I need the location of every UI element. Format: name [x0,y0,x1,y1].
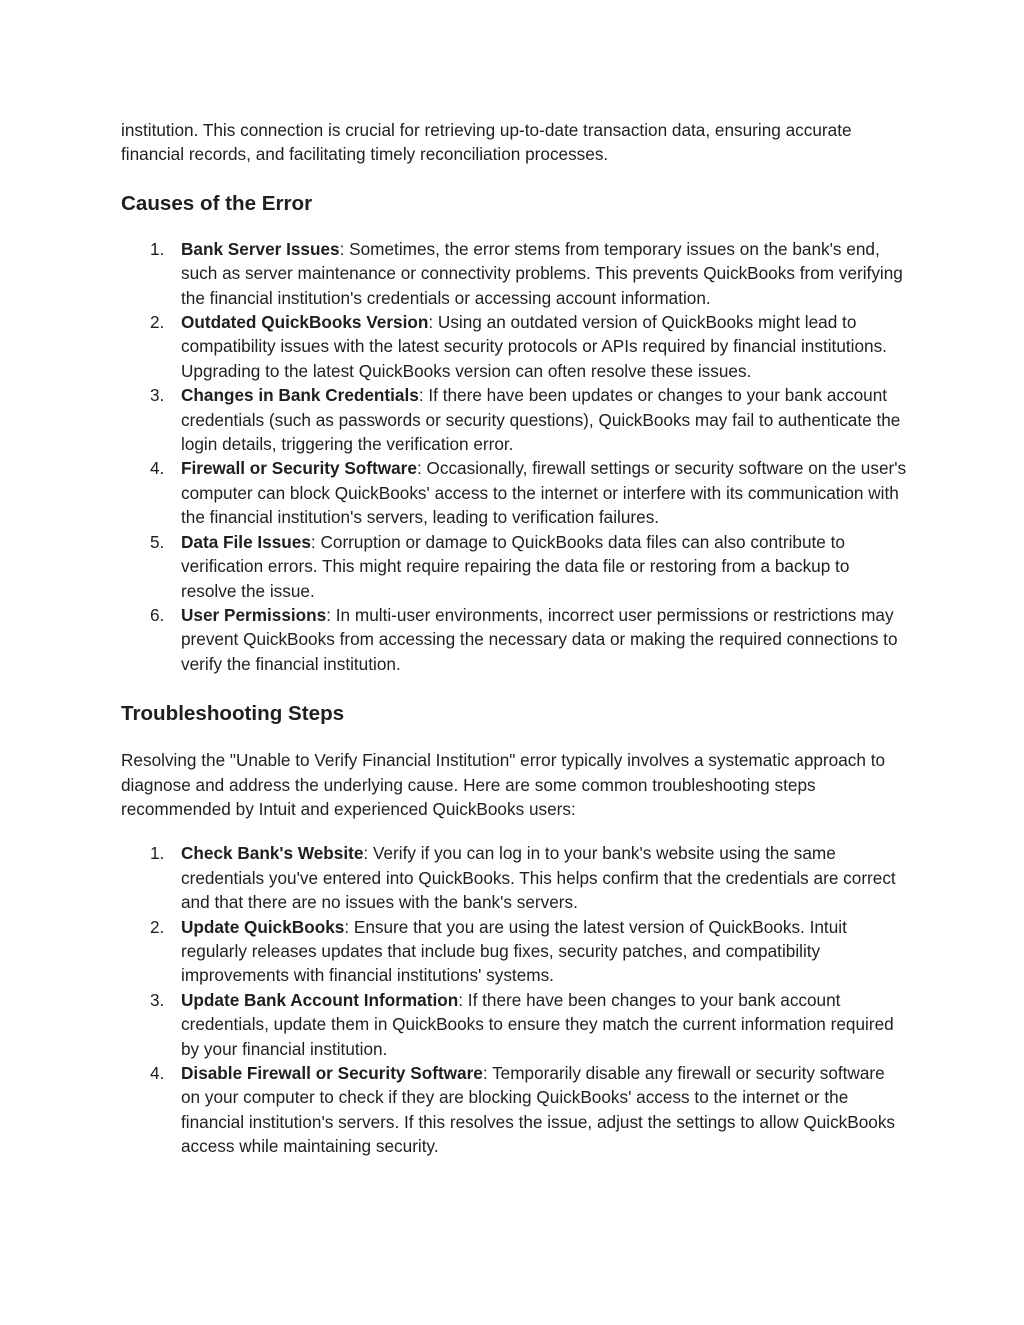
cause-term: Firewall or Security Software [181,458,417,479]
list-number: 4. [150,1063,165,1083]
step-item [121,988,907,1061]
cause-term: Changes in Bank Credentials [181,385,419,406]
cause-item [121,383,907,456]
step-term: Update Bank Account Information [181,989,459,1010]
step-description: : If there have been changes to your bank account credentials, update them in QuickBooks to ensure they match the current information required by your financial institution. [181,989,894,1059]
cause-item [121,310,907,383]
list-number: 5. [150,531,165,552]
troubleshooting-intro: Resolving the "Unable to Verify Financial Institution" error typically involves a systematic approach to diagnose and address the underlying cause. Here are some common troubleshooting steps recommended by Intuit and experienced QuickBooks users: [121,750,886,819]
step-term: Update QuickBooks [181,916,345,937]
cause-description: : Using an outdated version of QuickBooks might lead to compatibility issues with the latest security protocols or APIs required by financial institutions. Upgrading to the latest QuickBooks version can often resolve these issues. [181,312,887,381]
cause-description: : Occasionally, firewall settings or security software on the user's computer can block QuickBooks' access to the internet or interfere with its communication with the financial institution's servers, leading to verification failures. [181,458,907,528]
list-number: 2. [150,916,165,937]
step-term: Check Bank's Website [181,843,364,864]
cause-item [121,456,907,529]
document-page [121,118,907,1159]
steps-list [121,841,907,1158]
step-description: : Verify if you can log in to your bank's website using the same credentials you've entered into QuickBooks. This helps confirm that the credentials are correct and that there are no issues with the bank's servers. [181,843,896,913]
list-number: 6. [150,604,165,625]
intro-paragraph: institution. This connection is crucial for retrieving up-to-date transaction data, ensuring accurate financial records, and facilitating timely reconciliation processes. [121,120,852,165]
cause-term: Data File Issues [181,531,311,552]
cause-item [121,237,907,310]
step-term: Disable Firewall or Security Software [181,1063,483,1083]
list-number: 3. [150,385,165,406]
step-item [121,841,907,914]
step-description: : Temporarily disable any firewall or security software on your computer to check if they are blocking QuickBooks' access to the internet or the financial institution's servers. If this resolves the issue, adjust the settings to allow QuickBooks access while maintaining security. [181,1063,896,1157]
troubleshooting-heading: Troubleshooting Steps [121,702,345,726]
list-number: 2. [150,312,165,333]
list-number: 4. [150,458,165,479]
cause-item [121,603,907,676]
cause-description: : Sometimes, the error stems from temporary issues on the bank's end, such as server maintenance or connectivity problems. This prevents QuickBooks from verifying the financial institution's credentials or accessing account information. [181,238,903,308]
step-item [121,915,907,988]
cause-description: : If there have been updates or changes to your bank account credentials (such as passwords or security questions), QuickBooks may fail to authenticate the login details, triggering the verification error. [181,385,901,455]
causes-heading: Causes of the Error [121,191,313,215]
cause-item [121,530,907,603]
cause-term: User Permissions [181,604,327,625]
list-number: 3. [150,989,165,1010]
step-item [121,1061,907,1159]
cause-term: Outdated QuickBooks Version [181,312,429,333]
cause-term: Bank Server Issues [181,238,340,259]
causes-list [121,237,907,676]
cause-description: : Corruption or damage to QuickBooks data files can also contribute to verification errors. This might require repairing the data file or restoring from a backup to resolve the issue. [181,531,850,601]
list-number: 1. [150,238,165,259]
cause-description: : In multi-user environments, incorrect user permissions or restrictions may prevent QuickBooks from accessing the necessary data or making the required connections to verify the financial institution. [181,604,898,674]
step-description: : Ensure that you are using the latest version of QuickBooks. Intuit regularly releases updates that include bug fixes, security patches, and compatibility improvements with financial institutions' systems. [181,916,847,986]
list-number: 1. [150,843,165,864]
